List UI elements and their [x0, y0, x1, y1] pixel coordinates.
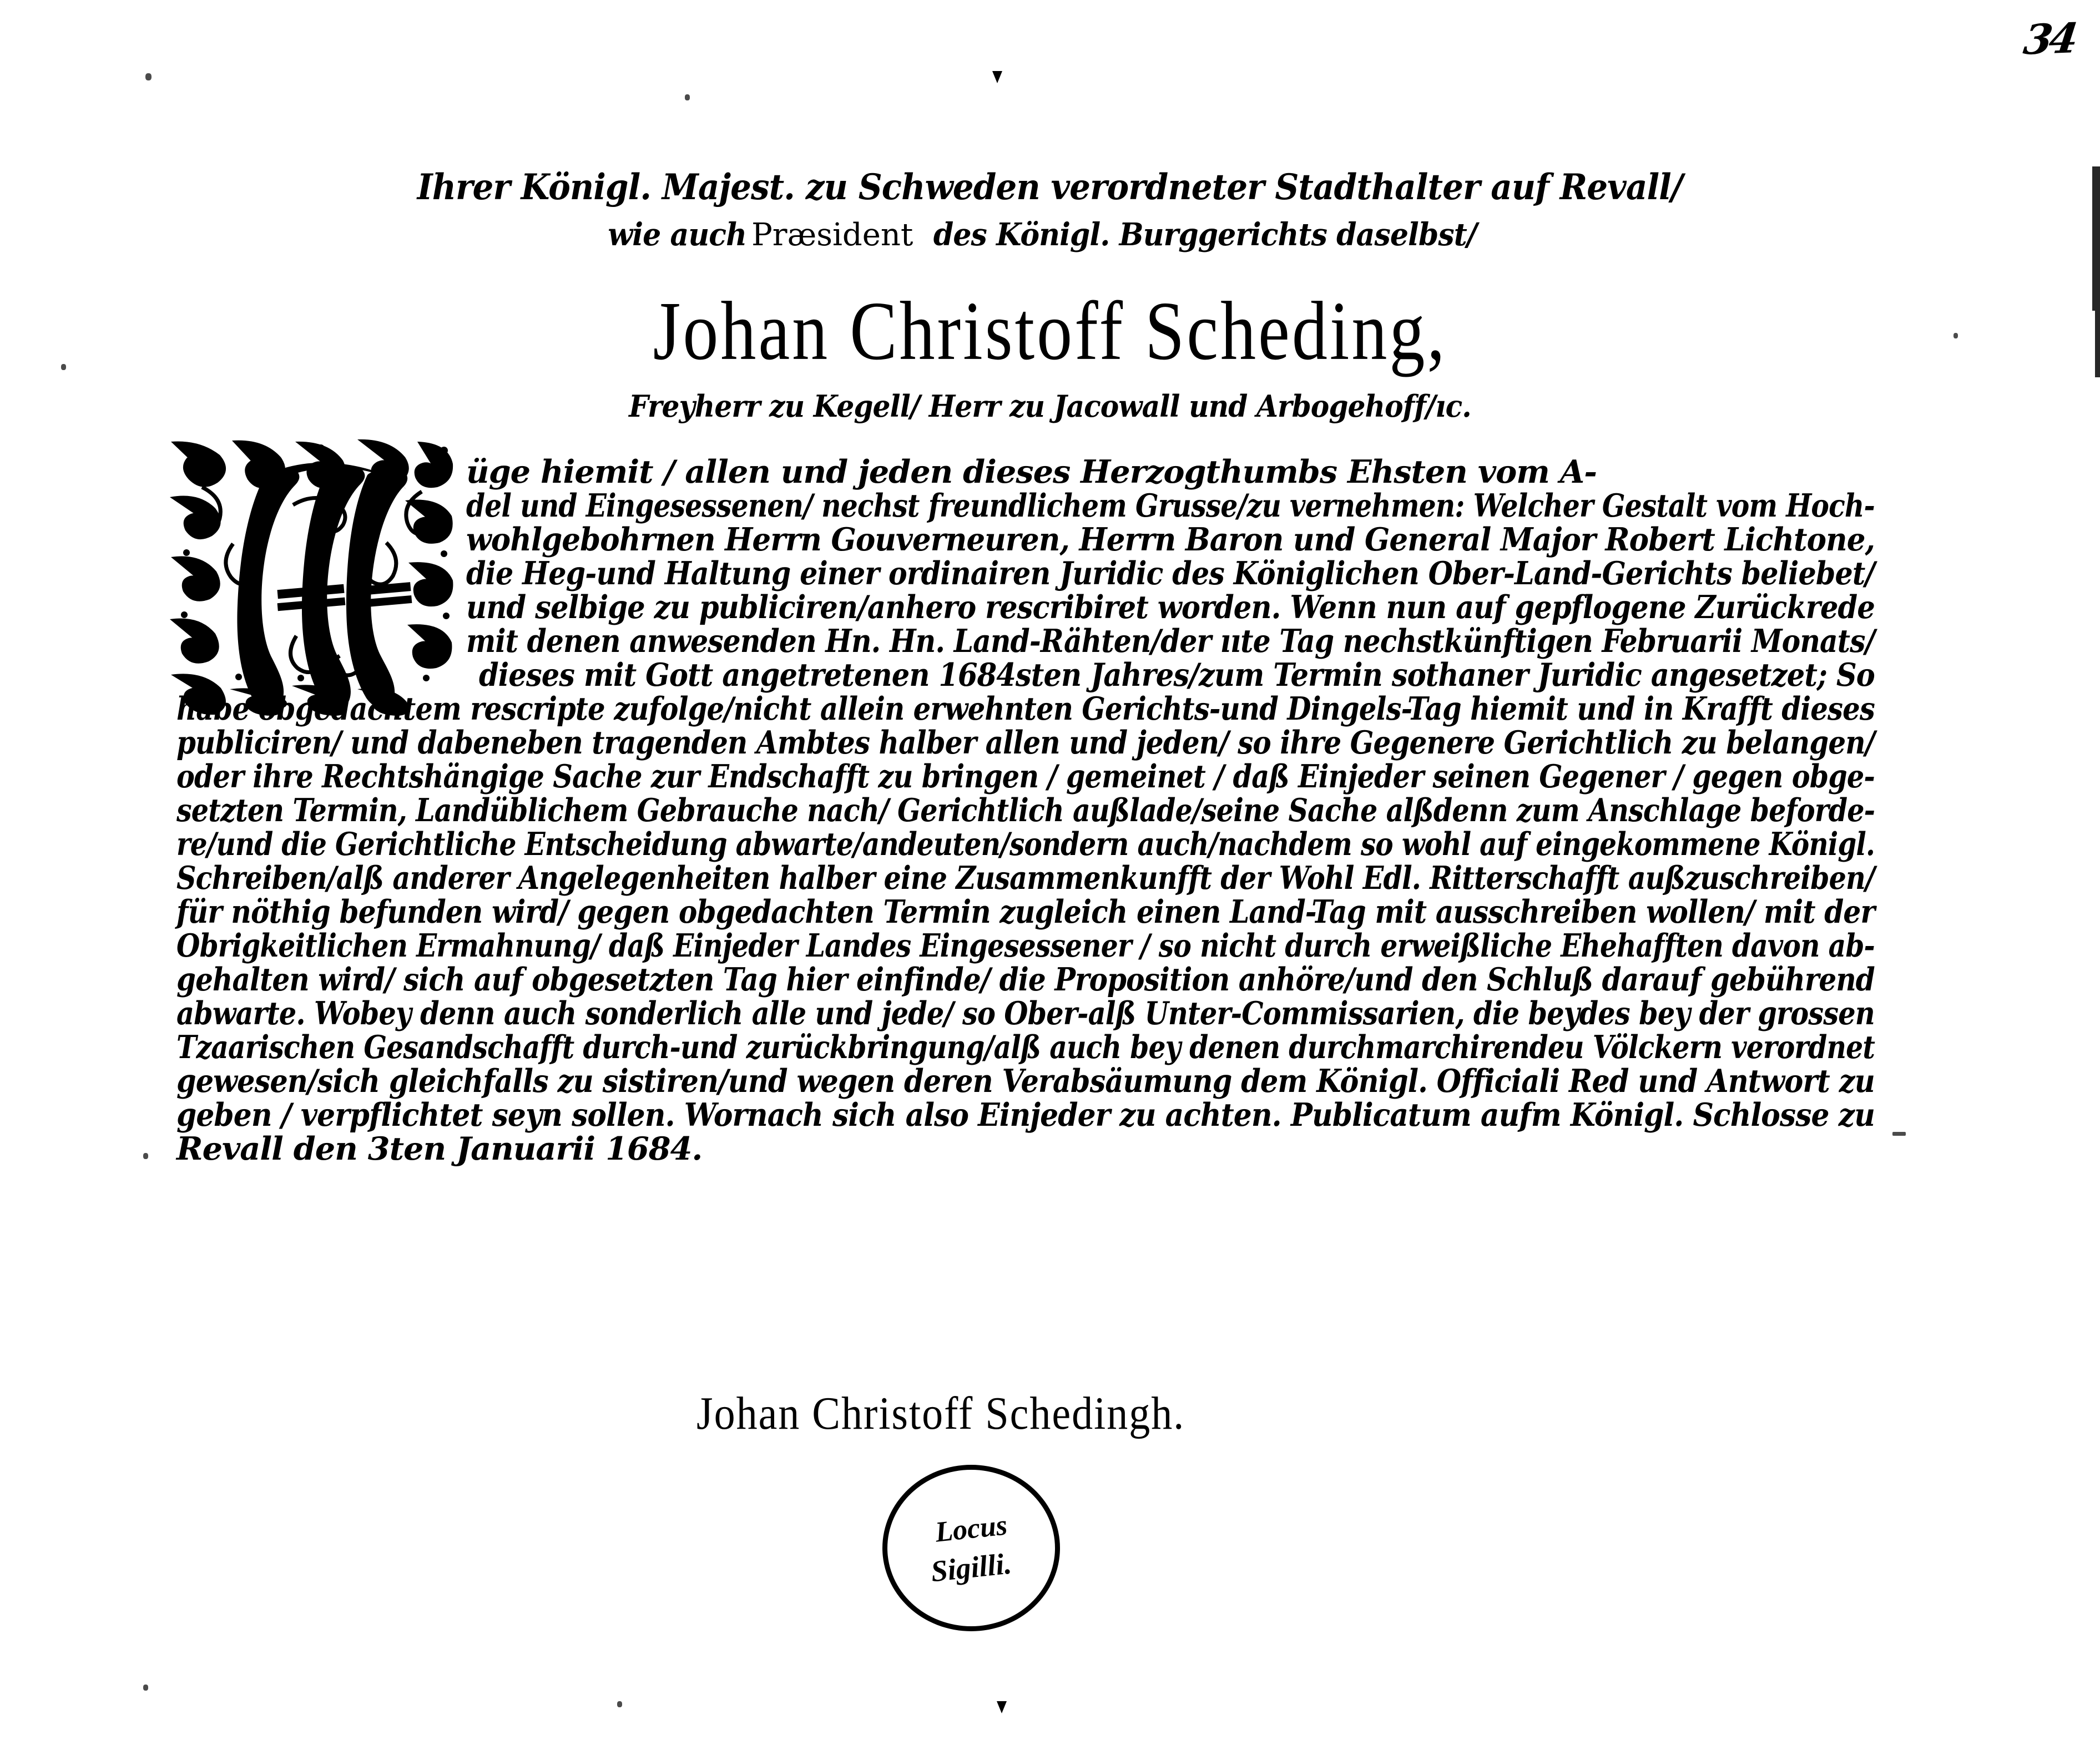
- body-line-text: Schreiben/alß anderer Angelegenheiten halber eine Zusammenkunfft der Wohl Edl. Ritterschafft außzuschreiben/: [176, 859, 1875, 897]
- body-line: [176, 523, 1875, 557]
- body-line: [176, 895, 1875, 929]
- body-line: [176, 590, 1875, 624]
- header-line-1-text: Ihrer Königl. Majest. zu Schweden verordneter Stadthalter auf Revall/: [417, 166, 1683, 208]
- body-line-text: oder ihre Rechtshängige Sache zur Endschafft zu bringen / gemeinet / daß Einjeder seinen Gegener / gegen obge-: [176, 758, 1875, 795]
- body-text: [176, 455, 1875, 1166]
- page-subtitle-text: Freyherr zu Kegell/ Herr zu Jacowall und Arbogehoff/ıc.: [629, 388, 1471, 424]
- body-line-text: mit denen anwesenden Hn. Hn. Land-Rähten/der ııte Tag nechstkünftigen Februarii Monats/: [466, 623, 1875, 660]
- header-line-1: [0, 166, 2100, 208]
- header-line-2: [0, 216, 2100, 253]
- body-line: [176, 1098, 1875, 1132]
- header-line-2-suffix: des Königl. Burggerichts daselbst/: [933, 216, 1477, 253]
- body-line-text: geben / verpflichtet seyn sollen. Wornach sich also Einjeder zu achten. Publicatum aufm Königl. Schlosse zu: [176, 1096, 1875, 1134]
- header-line-2-roman: Præsident: [751, 217, 913, 253]
- body-line: [176, 997, 1875, 1030]
- body-line-text: del und Eingesessenen/ nechst freundlichem Grusse/zu vernehmen: Welcher Gestalt vom Hoch-: [466, 487, 1875, 524]
- body-line: [176, 1030, 1875, 1064]
- scan-speck: [143, 1685, 148, 1691]
- scan-speck: [145, 73, 152, 80]
- seal-line-2: Sigilli.: [929, 1546, 1013, 1589]
- body-line-text: habe obgedachtem rescripte zufolge/nicht allein erwehnten Gerichts-und Dingels-Tag hiemit und in Krafft dieses: [176, 690, 1875, 727]
- scan-speck: [143, 1153, 148, 1159]
- page-title: Johan Christoff Scheding,: [653, 284, 1447, 377]
- body-line: [176, 1064, 1875, 1098]
- body-line: [176, 827, 1875, 861]
- margin-caret-top: [992, 71, 1002, 83]
- body-line-text: re/und die Gerichtliche Entscheidung abwarte/andeuten/sondern auch/nachdem so wohl auf eingekommene Königl.: [176, 826, 1875, 863]
- page-subtitle: [0, 388, 2100, 424]
- body-line: [176, 692, 1875, 726]
- seal-line-1: Locus: [933, 1509, 1009, 1549]
- signature: Johan Christoff Schedingh.: [696, 1388, 1185, 1439]
- scan-speck: [1892, 1132, 1906, 1136]
- body-line-text: gehalten wird/ sich auf obgesetzten Tag hier einfinde/ die Proposition anhöre/und den Schluß darauf gebührend: [176, 961, 1875, 998]
- margin-caret-bottom: [997, 1701, 1007, 1713]
- body-line: [176, 658, 1875, 692]
- body-line-text: setzten Termin, Landüblichem Gebrauche nach/ Gerichtlich außlade/seine Sache alßdenn zum Anschlage beforde-: [176, 792, 1875, 829]
- body-line-text: üge hiemit / allen und jeden dieses Herzogthumbs Ehsten vom A-: [466, 453, 1597, 490]
- body-line-text: für nöthig befunden wird/ gegen obgedachten Termin zugleich einen Land-Tag mit ausschreiben wollen/ mit der: [176, 893, 1875, 930]
- body-line: [176, 1132, 1875, 1166]
- body-line-text: Obrigkeitlichen Ermahnung/ daß Einjeder Landes Eingesessener / so nicht durch erweißliche Ehehafften davon ab-: [176, 927, 1875, 964]
- body-line: [176, 760, 1875, 793]
- body-line: [176, 963, 1875, 997]
- seal-placeholder: [882, 1465, 1060, 1631]
- body-line-text: wohlgebohrnen Herrn Gouverneuren, Herrn Baron und General Major Robert Lichtone,: [466, 521, 1875, 558]
- body-line: [176, 726, 1875, 760]
- body-line: [176, 557, 1875, 590]
- body-line-text: Tzaarischen Gesandschafft durch-und zurückbringung/alß auch bey denen durchmarchirendeu Völckern verordnet: [176, 1029, 1875, 1066]
- body-line-text: dieses mit Gott angetretenen 1684sten Jahres/zum Termin sothaner Juridic angesetzet; So: [479, 656, 1875, 694]
- body-line-text: und selbige zu publiciren/anhero rescribiret worden. Wenn nun auf gepflogene Zurückrede: [466, 589, 1875, 626]
- body-line: [176, 489, 1875, 523]
- body-line-text: abwarte. Wobey denn auch sonderlich alle und jede/ so Ober-alß Unter-Commissarien, die beydes bey der grossen: [176, 995, 1875, 1032]
- body-line-text: gewesen/sich gleichfalls zu sistiren/und wegen deren Verabsäumung dem Königl. Officiali Red und Antwort zu: [176, 1063, 1875, 1100]
- folio-number: 34: [2021, 14, 2078, 64]
- body-line-text: Revall den 3ten Januarii 1684.: [176, 1130, 703, 1167]
- body-line: [176, 929, 1875, 963]
- scan-speck: [617, 1701, 622, 1707]
- body-line: [176, 455, 1875, 489]
- body-line: [176, 793, 1875, 827]
- scan-speck: [685, 94, 690, 100]
- header-line-2-prefix: wie auch: [608, 216, 746, 253]
- body-line-text: publiciren/ und dabeneben tragenden Ambtes halber allen und jeden/ so ihre Gegenere Gerichtlich zu belangen/: [176, 724, 1875, 761]
- body-line: [176, 624, 1875, 658]
- body-line-text: die Heg-und Haltung einer ordinairen Juridic des Königlichen Ober-Land-Gerichts beliebet/: [466, 555, 1875, 592]
- body-line: [176, 861, 1875, 895]
